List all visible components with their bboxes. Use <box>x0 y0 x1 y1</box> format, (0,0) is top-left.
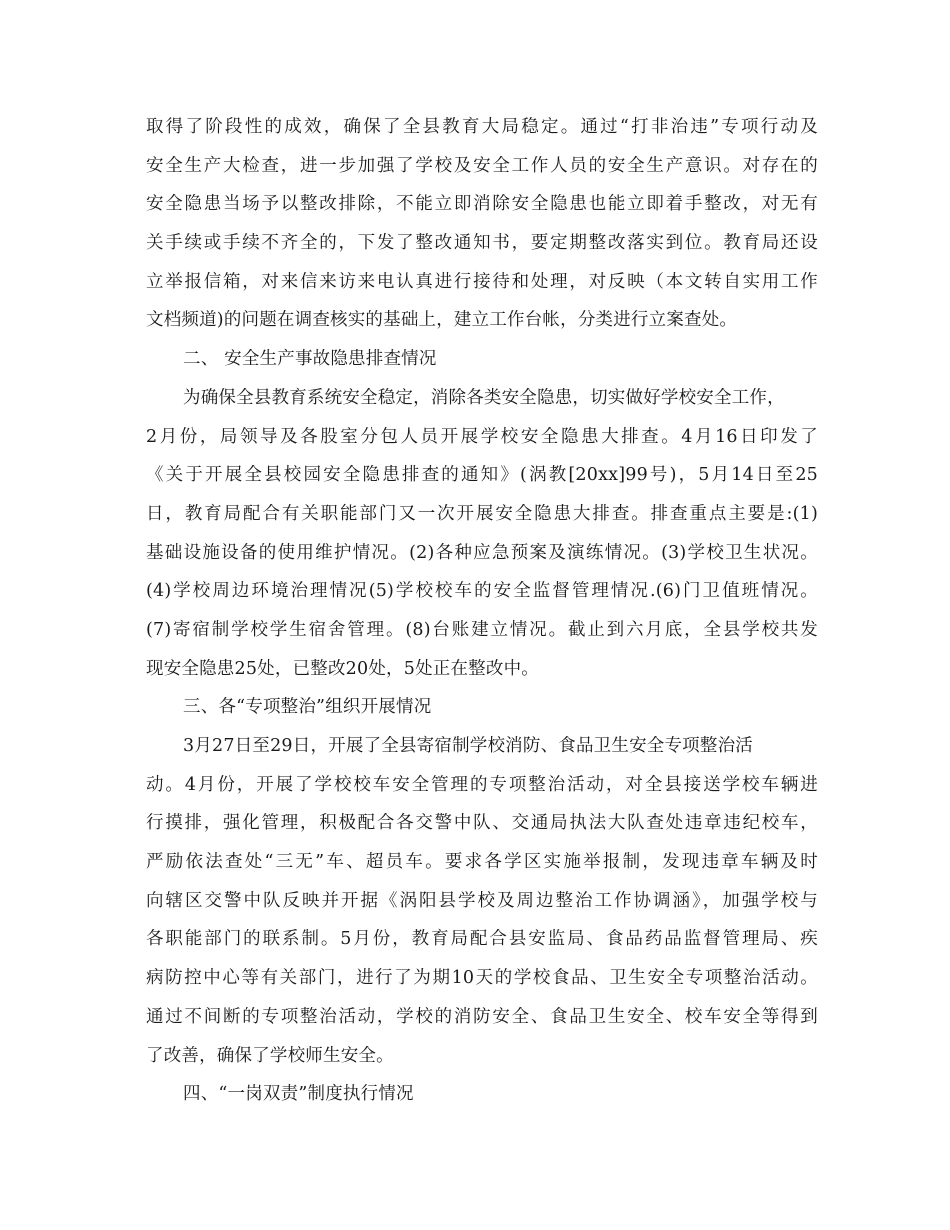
section-heading: 三、各“专项整治”组织开展情况 <box>183 697 432 718</box>
paragraph-line: 3月27日至29日，开展了全县寄宿制学校消防、食品卫生安全专项整治活 <box>183 736 753 756</box>
paragraph-line: (4)学校周边环境治理情况(5)学校校车的安全监督管理情况.(6)门卫值班情况。 <box>146 581 818 602</box>
paragraph-line: 向辖区交警中队反映并开据《涡阳县学校及周边整治工作协调涵》，加强学校与 <box>146 890 818 911</box>
paragraph-line: 动。4月份，开展了学校校车安全管理的专项整治活动，对全县接送学校车辆进 <box>146 774 818 795</box>
paragraph-line: 2月份，局领导及各股室分包人员开展学校安全隐患大排查。4月16日印发了 <box>146 426 818 447</box>
paragraph-line: 立举报信箱，对来信来访来电认真进行接待和处理，对反映（本文转自实用工作 <box>146 271 818 292</box>
paragraph-line: 日，教育局配合有关职能部门又一次开展安全隐患大排查。排查重点主要是:(1) <box>146 503 818 524</box>
section-heading: 二、 安全生产事故隐患排查情况 <box>183 349 437 370</box>
paragraph-line: 了改善，确保了学校师生安全。 <box>146 1045 394 1066</box>
paragraph-line: 病防控中心等有关部门，进行了为期10天的学校食品、卫生安全专项整治活动。 <box>146 968 818 989</box>
paragraph-line: 严励依法查处“三无”车、超员车。要求各学区实施举报制，发现违章车辆及时 <box>146 852 818 873</box>
paragraph-line: 通过不间断的专项整治活动，学校的消防安全、食品卫生安全、校车安全等得到 <box>146 1006 818 1027</box>
paragraph-line: 现安全隐患25处，已整改20处，5处正在整改中。 <box>146 658 539 679</box>
paragraph-line: 《关于开展全县校园安全隐患排查的通知》(涡教[20xx]99号)，5月14日至25 <box>146 465 818 486</box>
paragraph-line: 文档频道)的问题在调查核实的基础上，建立工作台帐，分类进行立案查处。 <box>146 310 738 331</box>
document-body <box>146 108 818 1114</box>
paragraph-line: 基础设施设备的使用维护情况。(2)各种应急预案及演练情况。(3)学校卫生状况。 <box>146 542 818 563</box>
section-heading: 四、“一岗双责”制度执行情况 <box>183 1084 414 1105</box>
paragraph-line: 取得了阶段性的成效，确保了全县教育大局稳定。通过“打非治违”专项行动及 <box>146 117 818 137</box>
paragraph-line: (7)寄宿制学校学生宿舍管理。(8)台账建立情况。截止到六月底，全县学校共发 <box>146 619 818 640</box>
paragraph-line: 行摸排，强化管理，积极配合各交警中队、交通局执法大队查处违章违纪校车， <box>146 813 818 834</box>
paragraph-line: 各职能部门的联系制。5月份，教育局配合县安监局、食品药品监督管理局、疾 <box>146 929 818 950</box>
paragraph-line: 关手续或手续不齐全的，下发了整改通知书，要定期整改落实到位。教育局还设 <box>146 233 818 254</box>
paragraph-line: 安全隐患当场予以整改排除，不能立即消除安全隐患也能立即着手整改，对无有 <box>146 194 818 215</box>
paragraph-line: 为确保全县教育系统安全稳定，消除各类安全隐患，切实做好学校安全工作， <box>183 387 785 408</box>
paragraph-line: 安全生产大检查，进一步加强了学校及安全工作人员的安全生产意识。对存在的 <box>146 155 818 176</box>
